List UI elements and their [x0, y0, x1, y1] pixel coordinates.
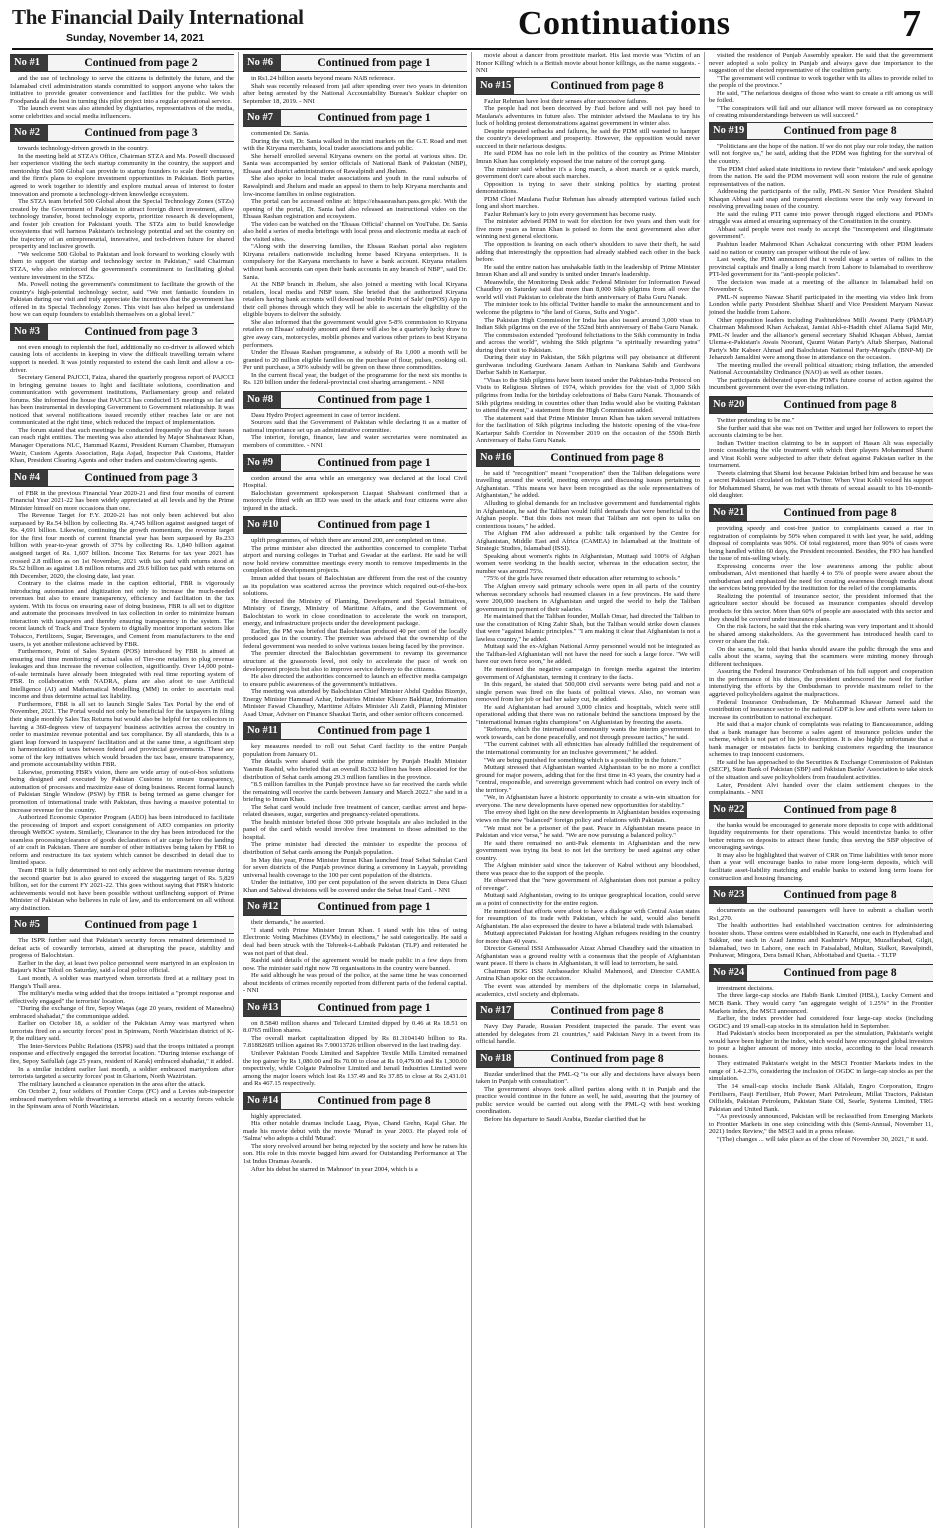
continued-from-label: Continued from page 1 — [281, 517, 467, 533]
continuation-article — [243, 516, 467, 718]
paragraph: Sources said that the Government of Pakistan while declaring it as a matter of national importance set up an administrative committee. — [243, 419, 467, 434]
paragraph: Abbasi said people were not ready to accept the "incompetent and illegitimate government". — [709, 225, 933, 241]
paragraph: PML-N supremo Nawaz Sharif participated in the meeting via video link from London while party President Shehbaz Sharif and Vice President Maryam Nawaz joined the huddle from Lahore. — [709, 293, 933, 316]
continuation-article — [243, 898, 467, 994]
paragraph: Muttaqi stressed that Afghanistan wanted Afghanistan to be no more a conflict ground for major powers, adding that for the first time in 43 years, the country had a "central, responsible, and sovereign government which had control on every inch of the territory." — [476, 764, 700, 794]
carried-over-text — [709, 52, 933, 120]
paragraph: It may also be highlighted that waiver of CRR on Time liabilities with tenor more than a year will encourage banks to raise more long-term deposits, which will facilitate asset-liability matching and enable banks to extend long term loans for construction and housing financing. — [709, 851, 933, 882]
paragraph: He mentioned that efforts were afoot to have a dialogue with Central Asian states for resumption of its trade with Pakistan, which he said, would also benefit Afghanistan. He also expressed the desire to have a bilateral trade with Islamabad. — [476, 907, 700, 930]
article-number: No #13 — [243, 1000, 281, 1016]
article-header — [10, 124, 234, 142]
continued-from-label: Continued from page 8 — [747, 887, 933, 903]
article-number: No #15 — [476, 78, 514, 94]
paragraph: Imran added that issues of Balochistan are different from the rest of the country as its population was scattered across the province which required out-of-the-box solutions. — [243, 574, 467, 598]
paragraph: Other opposition leaders including Pashtunkhwa Milli Awami Party (PkMAP) Chairman Mahmood Khan Achakzai, Jamiat Ahl-e-Hadith chief Allama Sajid Mir, PML-N leader and the alliance's general secretary Shahid Khaqan Abbasi, Jamiat Ulema-e-Pakistan's Awais Noorani, Qaumi Watan Party's Aftab Sherpao, National Party's Mir Kabeer Ahmad and Balochistan National Party-Mengal's (BNP-M) Dr Jehanzeb Jamaldini were among those in attendance on the occasion. — [709, 316, 933, 362]
continued-from-label: Continued from page 3 — [48, 324, 234, 340]
article-number: No #16 — [476, 450, 514, 466]
paragraph: Director General ISSI Ambassador Aizaz Ahmad Chaudhry said the situation in Afghanistan was a ground reality with a consensus that the people of Afghanistan want peace. If there is chaos in Afghanistan, it will lead to terrorism, he said. — [476, 945, 700, 968]
continuation-article — [709, 886, 933, 960]
continuation-article — [709, 801, 933, 882]
article-header — [243, 54, 467, 72]
paragraph: Buzdar underlined that the PML-Q "is our ally and decisions have always been taken in Punjab with consultation". — [476, 1070, 700, 1086]
article-header — [10, 54, 234, 72]
paragraph: The statement said that Prime Minister Imran Khan has taken several initiatives for the facilitation of Sikh pilgrims including the historic opening of the visa-free Kartarpur Sahib Corridor in November 2019 on the occasion of the 550th Birth Anniversary of Baba Guru Nanak. — [476, 414, 700, 445]
continuation-article — [243, 1092, 467, 1173]
masthead — [6, 4, 939, 50]
article-header — [243, 391, 467, 409]
paragraph: The prime minister had directed the minister to expedite the process of distribution of Sehat cards among the Punjab population. — [243, 841, 467, 857]
paragraph: The STZA team briefed 500 Global about the Special Technology Zones (STZs) created by the Government of Pakistan to attract foreign direct investment, allow technology transfer, boost technology exports, prioritize research & development, and foster job creation for Pakistani youth. The STZs aim to build knowledge ecosystems that will harness Pakistan's technology potential and set the country on the trajectory of an entrepreneurial, innovative, and tech-driven future for shared prosperity and inclusive growth. — [10, 198, 234, 251]
paragraph: commented Dr. Sania. — [251, 130, 310, 138]
article-header — [476, 1002, 700, 1020]
paragraph: Had Pakistan's stocks been incorporated as per the simulation, Pakistan's weight would have been higher in the index, which would have encouraged global investors to pour a higher amount of money into stocks, according to the local research houses. — [709, 1030, 933, 1060]
continued-from-label: Continued from page 1 — [281, 723, 467, 739]
paragraph: She also spoke to local trader associations and youth in the rural suburbs of Rawalpindi and Jhelum and made an appeal to them to help Kiryana merchants and low-income families in online registration. — [243, 175, 467, 198]
continuation-article — [10, 469, 234, 913]
article-header — [10, 469, 234, 487]
article-header — [10, 916, 234, 934]
paragraph: Secretary General PAJCCI, Faiza, shared the quarterly progress report of PAJCCI in bringing genuine issues to light and facilitate solutions, coordination and communication with government institutions, Parliamentary group and related forums. She informed the house that PAJCCI has conducted 15 meetings so far and has been instrumental in developing Government to Government relationship. It was noticed that several notifications issued recently either reaches late or are not communicated at the right time, which reduced the impact of implementation. — [10, 374, 234, 427]
paragraph: Dasu Hydro Project agreement in case of terror incident. — [251, 411, 401, 419]
paragraph: He said the entire nation has unshakable faith in the leadership of Prime Minister Imran Khan and all and sundry is united under Imran's leadership. — [476, 263, 700, 279]
article-number: No #24 — [709, 965, 747, 981]
paragraph: The prime minister also directed the authorities concerned to complete Turbat airport and nursing colleges in Turbat and Gwadar at the earliest. He said he will now hold review committee meetings every month to remove impediments in the completion of development projects. — [243, 544, 467, 575]
paragraph: "We, in Afghanistan have a historic opportunity to create a win-win situation for everyone. The new developments have opened new opportunities for stability." — [476, 794, 700, 809]
paragraph: The health authorities had established vaccination centres for administering booster shots. These centres were established in Karachi, one each in Hyderabad and Sukkur, one each in Azad Jammu and Kashmir's Mirpur, Muzaffarabad, Gilgit, Islamabad, two in Lahore, one each in Faisalabad, Multan, Sialkot, Rawalpindi, Peshawar, Mingora, Dera Ismail Khan, Abbottabad and Quetta. - TLTP — [709, 922, 933, 960]
paragraph: Fazlur Rehman's key to join every government has become rusty. — [484, 210, 657, 218]
paragraph: Team FBR is fully determined to not only achieve the maximum revenue during the second quarter but is also geared to exceed the staggering target of Rs. 5,829 billion, set for the current FY 2021-22. This goes without saying that FBR's historic achievements would not have been possible without unflinching support of Prime Minister of Pakistan who believes in rule of law, and its enforcement on all without any distinction. — [10, 866, 234, 912]
paragraph: On October 2, four soldiers of Frontier Corps (FC) and a Levies sub-inspector embraced martyrdom while thwarting a terrorist attack on a security forces vehicle in the Spinwam area of North Waziristan. — [10, 1088, 234, 1111]
paragraph: The Revenue Target for F.Y. 2020-21 has not only been achieved but also surpassed by Rs.54 billion by collecting Rs. 4,745 billion against assigned target of Rs. 4,691 billion. Likewise, continuing the growth momentum, the revenue target for the first four month of current financial year has been surpassed by Rs.233 billion with year-to-year growth of 37% by collecting Rs. 1,840 billion against assigned target of Rs. 1,607 billion. Income Tax Returns for tax year 2021 has crossed 2.8 million as on 1st November, 2021 with tax paid with returns stood at Rs.52 billion as against 1.8 million returns and 29.6 billion tax paid with returns on 8th December, 2020, the closing date, last year. — [10, 512, 234, 580]
paragraph: During their stay in Pakistan, the Sikh pilgrims will pay obeisance at different gurdwaras including Gurdwara Janam Asthan in Nankana Sahib and Gurdwara Darbar Sahib in Kartarpur. — [476, 354, 700, 377]
paragraph: The military's media wing added that the troops initiated a "prompt response and effectively engaged" the terrorists' location. — [10, 990, 234, 1005]
paragraph: The military launched a clearance operation in the area after the attack. — [18, 1080, 206, 1088]
column-4 — [705, 52, 937, 1528]
paragraph: He directed the Ministry of Planning, Development and Special Initiatives, Ministry of Energy, Ministry of Maritime Affairs, and the Government of Balochistan to work in close coordination to accelerate the work on transport, energy, and infrastructure projects under the development package. — [243, 597, 467, 628]
paragraph: The Sehat card would include free treatment of cancer, cardiac arrest and hepa-related diseases, sugar, surgeries and pregnancy-related operations. — [243, 803, 467, 819]
paragraph: The interior, foreign, finance, law and water secretaries were nominated as members of committee. - NNI — [243, 434, 467, 449]
paragraph: The people had not been deceived by Fazl before and will not pay heed to Maulana's adventures in future also. The minister advised the Maulana to try his luck of holding protest demonstrations against government in winter also. — [476, 105, 700, 128]
paragraph: The launch event was also attended by dignitaries, representatives of the media, some celebrities and social media influencers. — [10, 105, 234, 120]
paragraph: and the use of technology to serve the citizens is definitely the future, and the Islamabad civil administration stands committed to support anyone who takes the initiative to provide greater convenience and facilities for the public. We wish Foodpanda all the best in turning this pilot project into a regular operational service. — [10, 75, 234, 105]
continuation-article — [10, 54, 234, 120]
paragraph: They estimated Pakistan's weight in the MSCI Frontier Markets index in the range of 1.4-2.3%, considering the inclusion of OGDC in large-cap stocks as per the simulation. — [709, 1060, 933, 1083]
continued-from-label: Continued from page 1 — [281, 110, 467, 126]
paragraph: "As previously announced, Pakistan will be reclassified from Emerging Markets to Frontier Markets in one step coinciding with this (Semi-Annual, November 11, 2021) Index Review," the MSCI said in a press release. — [709, 1113, 933, 1136]
paragraph: "The current cabinet with all ethnicities has already fulfilled the requirement of the international community for an inclusive government," he added. — [476, 741, 700, 757]
paragraph: movie about a dancer from prostitute market. His last movie was 'Victim of an Honor Killing' which is a British movie about honor killings, as the name suggests. - NNI — [476, 52, 700, 75]
paragraph: After his debut he starred in 'Mahnoor' in year 2004, which is a — [251, 1165, 418, 1173]
article-number: No #12 — [243, 899, 281, 915]
paragraph: "Politicians are the hope of the nation. If we do not play our role today, the nation will not forgive us," he said, adding that the PDM was fighting for the survival of the country. — [709, 142, 933, 166]
paragraph: on 8.5840 million shares and Telecard Limited dipped by 0.46 at Rs 18.51 on 8.0765 million shares. — [243, 1019, 467, 1035]
paragraph: The 14 small-cap stocks include Bank Alfalah, Engro Corporation, Engro Fertilisers, Fauji Fertiliser, Hub Power, Mari Petroleum, Millat Tractors, Pakistan Oilfields, Pakistan Petroleum, Pakistan State Oil, Searle, Systems Limited, TRG Pakistan and United Bank. — [709, 1082, 933, 1113]
paragraph: Twitter pretending to be me." — [717, 416, 795, 424]
continuation-article — [243, 109, 467, 387]
article-number: No #19 — [709, 123, 747, 139]
article-number: No #21 — [709, 505, 747, 521]
continuation-article — [476, 449, 700, 998]
article-number: No #1 — [10, 55, 48, 71]
continuation-article — [476, 77, 700, 445]
article-header — [243, 722, 467, 740]
page-number: 7 — [902, 3, 921, 45]
paragraph: The video can be watched on the 'Ehsaas Official' channel on YouTube. Dr. Sania also held a series of media briefings with local press and electronic media at each of the visited sites. — [243, 220, 467, 243]
article-header — [243, 999, 467, 1017]
article-header — [243, 109, 467, 127]
article-number: No #10 — [243, 517, 281, 533]
continuation-article — [10, 124, 234, 319]
paragraph: The government always took allied parties along with it in Punjab and the practice would continue in the future as well, he said, assuring that the journey of public service would be carried out along with the PML-Q with best working coordination. — [476, 1085, 700, 1116]
continued-from-label: Continued from page 3 — [48, 470, 234, 486]
paragraph: The ISPR further said that Pakistan's security forces remained determined to defeat acts of cowardly terrorists, aimed at disrupting the peace, stability and progress of Balochistan. — [10, 937, 234, 960]
continued-from-label: Continued from page 1 — [281, 899, 467, 915]
paragraph: The decision was made at a meeting of the alliance in Islamabad held on November 6. — [709, 278, 933, 294]
article-number: No #23 — [709, 887, 747, 903]
article-header — [709, 396, 933, 414]
article-number: No #18 — [476, 1051, 514, 1067]
paragraph: He said he has approached to the Securities & Exchange Commission of Pakistan (SECP), State Bank of Pakistan (SBP) and Pakistan Banks' Association to take stock of the situation and save policyholders from fraudulent activities. — [709, 758, 933, 782]
paragraph: The participants deliberated upon the PDM's future course of action against the incumbent government over the ever-rising inflation. — [709, 376, 933, 392]
paragraph: Pashtun leader Mahmood Khan Achakzai concurring with other PDM leaders said no nation or country can prosper without the rule of law. — [709, 241, 933, 256]
paragraph: Despite repeated setbacks and failures, he said the PDM still wanted to hamper the country's development and prosperity. However, the opposition would never succeed in their nefarious designs. — [476, 127, 700, 150]
article-number: No #6 — [243, 55, 281, 71]
paragraph: "We must not be a prisoner of the past. Peace in Afghanistan means peace in Pakistan and vice versa," he said. "We are now pursuing a balanced policy." — [476, 824, 700, 840]
paragraph: Ms. Powell noting the government's commitment to facilitate the growth of the country's high-potential technology sector, said "We met fantastic founders in Pakistan during our visit and truly appreciate the incentives that the government has offered in its Special Technology Zones. This visit has also helped us understand how we can equip founders to establish themselves on a global level." — [10, 281, 234, 319]
paragraph: Alluding to global demands for an inclusive government and fundamental rights in Afghanistan, he said the Taliban would fulfil demands that were beneficial to the Afghan people. "But this does not mean that Taliban are not open to talks on contentious issues," he added. — [476, 499, 700, 530]
continued-from-label: Continued from page 8 — [514, 450, 700, 466]
paragraph: "I stand with Prime Minister Imran Khan. I stand with his idea of using Electronic Voting Machines (EVMs) in elections," he said categorically. He said a deal had been struck with the Tehreek-i-Labbaik Pakistan (TLP) and reiterated he was not part of that deal. — [243, 926, 467, 957]
paragraph: The Afghan envoy said primary schools were open in all parts of the country whereas secondary schools had resumed classes in a few provinces. He said there were 200,000 teachers in Afghanistan and urged the world to help the Taliban government in payment of their salaries. — [476, 583, 700, 613]
article-number: No #3 — [10, 324, 48, 340]
article-number: No #22 — [709, 802, 747, 818]
paragraph: Before his departure to Saudi Arabia, Buzdar clarified that he — [484, 1116, 646, 1123]
article-header — [243, 898, 467, 916]
paragraph: The minister said whether it's a long march, a short march or a quick march, government don't care about such marches. — [476, 165, 700, 181]
paragraph: The PDM chief asked state intuitions to review their "mistakes" and seek apology from the nation. He said the PDM movement will soon restore the rule of genuine representatives of the nation. — [709, 165, 933, 188]
paragraph: The premier directed the Balochistan government to revamp its governance structure at the grassroots level, not only to accelerate the pace of work on development projects but also to improve service delivery to the citizens. — [243, 650, 467, 673]
paragraph: "We welcome 500 Global to Pakistan and look forward to working closely with them to support the startup and technology sector in Pakistan," said Chairman STZA, who also reinforced the government's commitment to facilitating global venture investment in the STZs. — [10, 250, 234, 281]
paragraph: "Reforms, which the international community wants the interim government to work towards, can be done peacefully, and not through pressure tactics," he said. — [476, 726, 700, 741]
paragraph: The Afghan minister said since the takeover of Kabul without any bloodshed, there was peace due to the support of the people. — [476, 862, 700, 877]
paragraph: Furthermore, FBR is all set to launch Single Sales Tax Portal by the end of November, 2021. The Portal would not only be beneficial for the taxpayers in filing their single monthly Sales Tax Returns but would also be helpful for tax collectors in having a 360-degrees view of taxpayers' business activities across the country in order to maximize revenue potential and tax compliance. By all standards, this is a giant leap forward in taxpayers' facilitation and at the same time, a significant step in harmonization of taxes between federal and provincial governments. These are some of the key initiatives which would broaden the tax base, ensure transparency, and promote accountability within FBR. — [10, 700, 234, 769]
continued-from-label: Continued from page 1 — [281, 455, 467, 471]
paragraph: Rashid said details of the agreement would be made public in a few days from now. The minister said right now 78 organisations in the country were banned. — [243, 957, 467, 972]
continuation-article — [709, 122, 933, 392]
continuation-article — [10, 323, 234, 465]
article-number: No #9 — [243, 455, 281, 471]
paragraph: the banks would be encouraged to generate more deposits to cope with additional liquidity requirements for their operations. This would incentivize banks to offer better returns on deposits to attract these funds; thus serving the SBP objective of encouraging savings. — [709, 821, 933, 852]
article-header — [709, 886, 933, 904]
paragraph: She herself enrolled several Kiryana owners on the portal at various sites. Dr. Sania was accompanied by senior officials of National Bank of Pakistan (NBP), Ehsaas and district administrations of Rawalpindi and Jhelum. — [243, 152, 467, 175]
paragraph: Earlier in the day, at least two police personnel were martyred in an explosion in Bajaur's Khar Tehsil on Saturday, said a local police official. — [10, 959, 234, 975]
paragraph: Contrary to the claims made in the caption editorial, FBR is vigorously introducing automation and digitization not only to increase the much-needed revenues but also to ensure transparency, efficiency and facilitation in the tax system. With its focus on ensuring ease of doing business, FBR is all set to digitize and automate the processes involved in tax collection in order to minimize human interaction with taxpayers and thereby ensuring transparency in the system. The recent launch of Track and Trace System to digitally monitor important sectors like Tobacco, Fertilizers, Sugar, Beverages, and Cement from manufacturers to the end users, is yet another milestone achieved by FBR. — [10, 580, 234, 648]
carried-over-text — [476, 52, 700, 75]
continued-from-label: Continued from page 8 — [514, 1003, 700, 1019]
continuation-article — [10, 916, 234, 1111]
article-header — [709, 964, 933, 982]
paragraph: Unilever Pakistan Foods Limited and Sapphire Textile Mills Limited remained the top gainer by Rs 1,080.00 and Rs 70.00 to close at Rs 10,479.00 and Rs 1,300.00 respectively, while Colgate Palmolive Limited and Ismail Industries Limited were among the major losers which lost Rs 137.49 and Rs 37.85 to close at Rs 2,431.01 and Rs 467.15 respectively. — [243, 1049, 467, 1088]
paragraph: The portal can be accessed online at: https://ehsaasrashan.pass.gov.pk/. With the opening of the portal, Dr. Sania had also released an instructional video on the Ehsaas Rashan registration and ecosystem. — [243, 198, 467, 221]
article-header — [476, 1050, 700, 1068]
paragraph: "During the exchange of fire, Sepoy Waqas (age 20 years, resident of Mansehra) embraced shahadat," the communique added. — [10, 1005, 234, 1020]
paragraph: On the scams, he told that banks should aware the public through the sms and calls about the scams, saying that the scammers were minting money through different techniques. — [709, 645, 933, 668]
continued-from-label: Continued from page 3 — [48, 125, 234, 141]
paragraph: The commission extended "profound felicitations to the Sikh community in India and across the world", wishing the Sikh pilgrims "a spiritually rewarding yatra" during their visit to Pakistan. — [476, 331, 700, 354]
paragraph: of FBR in the previous Financial Year 2020-21 and first four months of current Financial Year 2021-22 has been widely appreciated at all levels and by the Prime Minister himself on more occasions than one. — [10, 489, 234, 512]
paragraph: Earlier on October 18, a soldier of the Pakistan Army was martyred when terrorists fired on a security forces' post in Spinwam, North Waziristan district of K-P, the military said. — [10, 1020, 234, 1043]
article-header — [243, 454, 467, 472]
paragraph: He said the ruling PTI came into power through rigged elections and PDM's struggle was aimed at ensuring supremacy of the Constitution in the country. — [709, 210, 933, 226]
paragraph: Earlier, the index provider had considered four large-cap stocks (including OGDC) and 19 small-cap stocks in its simulation held in September. — [709, 1015, 933, 1030]
paragraph: "75% of the girls have resumed their education after returning to schools." — [484, 575, 681, 583]
paragraph: investment decisions. — [717, 984, 774, 992]
continued-from-label: Continued from page 8 — [747, 802, 933, 818]
paragraph: Federal Insurance Ombudsman, Dr Muhammad Khawar Jameel said the contribution of insurance sector to the national GDP is low and efforts were taken to increase its contribution to national exchequer. — [709, 698, 933, 721]
paragraph: In May this year, Prime Minister Imran Khan launched Insaf Sehat Sahulat Card for seven districts of the Punjab province during a ceremony in Layyah, providing universal health coverage to the 100 per cent population of the districts. — [243, 856, 467, 879]
paragraph: The event was attended by members of the diplomatic corps in Islamabad, academics, civil society and diplomats. — [476, 982, 700, 998]
paragraph: Last month, A soldier was martyred when terrorists fired at a military post in Hangu's Thall area. — [10, 974, 234, 990]
continuation-article — [243, 999, 467, 1088]
paragraph: The minister advised PDM to wait for election for two years and then wait for five more years as Imran Khan is poised to form the next government also after winning next general elections. — [476, 218, 700, 241]
continuation-article — [243, 391, 467, 450]
paragraph: key measures needed to roll out Sehat Card facility to the entire Punjab population from January 01. — [243, 743, 467, 758]
paragraph: His other notable dramas include Laag, Piyas, Chand Grehn, Kajal Ghar. He made his movie debut with the movie 'Murad' in year 2003. He played role of 'Salma' who adopts a child 'Murad'. — [243, 1120, 467, 1143]
paragraph: Furthermore, Point of Sales System (POS) introduced by FBR is aimed at ensuring real time monitoring of actual sales of Tier-one retailers to plug revenue leakages and thus increase the revenue collection, significantly. Over 14,000 point-of-sale terminals have already been integrated with real time reporting system of FBR. In collaboration with NADRA, plans are also afoot to use Artificial Intelligence (AI) and Mathematical Modelling (MM) in order to ascertain real income and thus determine actual tax liability. — [10, 648, 234, 701]
paragraph: In a similar incident earlier last month, a soldier embraced martyrdom after terrorists targeted a security forces' post in Ghariom, North Waziristan. — [10, 1065, 234, 1081]
paragraph: Authorized Economic Operator Program (AEO) has been introduced to facilitate the processing of import and export consignment of AEO companies on priority through WeBOC system. Similarly, Clearance in the dry has been introduced for the seamless processing/clearance of goods declarations of air cargo before the landing of air craft in Pakistan. There are number of other initiatives being taken by FBR to reform and restructure its tax system which cannot be described in detail due to limited space. — [10, 814, 234, 867]
paragraph: Assuring the Federal Insurance Ombudsman of his full support and cooperation in the performance of his duties, the president underscored the need for further intensifying the efforts by the Ombudsman to provide maximum relief to the aggrieved policyholders against the malpractices. — [709, 668, 933, 699]
paragraph: "Along with the deserving families, the Ehsaas Rashan portal also registers Kiryana retailers nationwide including home based Kiryana enterprises. It is compulsory for the Karyana merchants to have a bank account. Kiryana retailers without bank accounts can open their bank accounts in any branch of NBP", said Dr. Sania. — [243, 243, 467, 281]
paragraph: Speaking about women's rights in Afghanistan, Muttaqi said 100% of Afghan women were working in the health sector, whereas in the education sector, the number was around 75%. — [476, 552, 700, 575]
paragraph: During the visit, Dr. Sania walked in the mini markets on the G.T. Road and met with the Kiryana merchants, local trader associations and public. — [243, 137, 467, 153]
paragraph: He maintained that the Taliban founder, Mullah Omar, had directed the Taliban to use the constitution of King Zahir Shah, but the Taliban would strike down clauses that were "against Islamic principles." "I am making it clear that Afghanistan is not a lawless country," he added. — [476, 613, 700, 643]
article-header — [243, 516, 467, 534]
paragraph: visited the residence of Punjab Assembly speaker. He said that the government never adopted a solo policy in Punjab and always gave due importance to the suggestion of the elected representative of the coalition party. — [709, 52, 933, 75]
paragraph: Realizing the potential of insurance sector, the president informed that the agriculture sector should be focused as insurance companies should develop products for this sector. More than 60% of people are associated with this sector and they should be covered under insurance plans. — [709, 592, 933, 623]
paragraph: Under the initiative, 100 per cent population of the seven districts in Dera Ghazi Khan and Sahiwal divisions will be covered under the Sehat Insaf Card. - NNI — [243, 879, 467, 894]
continuation-article — [243, 54, 467, 105]
paragraph: He said, "The nefarious designs of those who want to create a rift among us will be foiled. — [709, 89, 933, 105]
paragraph: Expressing concerns over the low awareness among the public about ombudsman, Alvi mentioned that hardly 4 to 5% of people were aware about the ombudsman and emphasized the need for creating awareness through media about the services being provided by the institution for the relief of the complainants. — [709, 562, 933, 593]
continued-from-label: Continued from page 8 — [747, 505, 933, 521]
article-header — [243, 1092, 467, 1110]
paragraph: Muttaqi said Afghanistan, owing to its unique geographical location, could serve as a point of connectivity for the entire region. — [476, 892, 700, 907]
paragraph: PDM Chief Maulana Fazlur Rehman has already attempted various failed such long and short marches. — [476, 195, 700, 211]
paragraph: He observed that the "new government of Afghanistan does not pursue a policy of revenge". — [476, 877, 700, 892]
article-number: No #11 — [243, 723, 281, 739]
paragraph: The Afghan FM also addressed a public talk organised by the Centre for Afghanistan, Middle East and Africa (CAMEA) in Islamabad at the Institute of Strategic Studies, Islamabad (ISSI). — [476, 530, 700, 553]
paragraph: She further said that she was not on Twitter and urged her followers to report the accounts claiming to be her. — [709, 424, 933, 440]
paragraph: "8.5 million families in the Punjab province have so far received the cards while the remaining will receive the cards between January and March 2022." she said in a briefing to Imran Khan. — [243, 781, 467, 804]
paragraph: Later, President Alvi handed over the claim settlement cheques to the complainants. - NNI — [709, 781, 933, 797]
continuation-article — [709, 396, 933, 500]
continued-from-label: Continued from page 1 — [281, 55, 467, 71]
paragraph: The Inter-Services Public Relations (ISPR) said that the troops initiated a prompt response and effectively engaged the terrorist location. "During intense exchange of fire, Sepoy Saifullah (age 25 years, resident of Karak) embraced shahadat," it added. — [10, 1042, 234, 1065]
continuation-article — [243, 722, 467, 894]
continued-from-label: Continued from page 8 — [281, 1093, 467, 1109]
paragraph: He said although he was proud of the police, at the same time he was concerned about incidents of crimes recently reported from different parts of the federal capital. - NNI — [243, 972, 467, 995]
paragraph: Fazlur Rehman have lost their senses after successive failures. — [484, 97, 649, 105]
paragraph: Last week, the PDM announced that it would stage a series of rallies in the provincial capitals and finally a long march from Lahore to Islamabad to overthrow PTI-led government for its "anti-people policies". — [709, 256, 933, 279]
article-number: No #7 — [243, 110, 281, 126]
continued-from-label: Continued from page 8 — [514, 78, 700, 94]
continued-from-label: Continued from page 8 — [747, 397, 933, 413]
paragraph: He mentioned the negative campaign in foreign media against the interim government of Afghanistan, terming it contrary to the facts. — [476, 666, 700, 681]
column-1 — [6, 52, 239, 1528]
paragraph: Under the Ehsaas Rashan programme, a subsidy of Rs 1,000 a month will be granted to 20 million eligible families on the purchase of flour, pulses, cooking oil. Per unit purchase, a 30% subsidy will be given on these three commodities. — [243, 349, 467, 372]
article-number: No #8 — [243, 392, 281, 408]
paragraph: Navy Day Parade, Russian President inspected the parade. The event was attended by delegates from 21 countries," said Pakistan Navy in a tweet from its official handle. — [476, 1023, 700, 1046]
paragraph: At the NBP branch in Jhelum, she also joined a meeting with local Kiryana retailers, local media and NBP team. She briefed that the authorized Kiryana retailers having bank accounts will download 'mobile Point of Sale' (mPOS) App in their cell phones through which they will be able to ascertain the eligibility of the eligible buyers to deliver the subsidy. — [243, 281, 467, 319]
continued-from-label: Continued from page 1 — [281, 392, 467, 408]
paragraph: The story revolved around her being rejected by the society and how he raises his son. His role in this movie bagged him award for Outstanding Performance at The 1st Indus Dramas Awards. — [243, 1142, 467, 1165]
paragraph: "(The) changes ... will take place as of the close of November 30, 2021," it said. — [717, 1135, 929, 1143]
paragraph: Indian Twitter traction claiming to be in support of Hasan Ali was especially ironic considering the vile treatment with which their players Mohammed Shami and Virat Kohli were subjected to after their defeat against Pakistan earlier in the tournament. — [709, 439, 933, 470]
paragraph: The health minister briefed those 300 private hospitals are also included in the panel of the card which would involve free treatment to those admitted to the hospital. — [243, 818, 467, 841]
paragraph: their demands," he asserted. — [251, 919, 325, 927]
paragraph: cordon around the area while an emergency was declared at the local Civil Hospital. — [243, 474, 467, 490]
article-number: No #17 — [476, 1003, 514, 1019]
column-3 — [472, 52, 705, 1528]
paragraph: Chairman BOG ISSI Ambassador Khalid Mahmood, and Director CAMEA Amina Khan spoke on the occasion. — [476, 967, 700, 983]
paragraph: documents as the outbound passengers will have to submit a challan worth Rs1,270. — [709, 907, 933, 922]
paragraph: He said there remained no anti-Pak elements in Afghanistan and the new government was trying its best to not let the territory be used against any other country. — [476, 839, 700, 862]
paragraph: In this regard, he stated that 500,000 civil servants were being paid and not a single person was fired on the basis of political views. Also, no woman was removed from her job or had her salary cut, he added. — [476, 681, 700, 704]
paragraph: in Rs1.24 billion assets beyond means NAB reference. — [251, 75, 396, 82]
article-header — [10, 323, 234, 341]
article-header — [709, 122, 933, 140]
paragraph: She also informed that the government would give 5-8% commission to Kiryana retailers on Ehsaas' subsidy amount and there will also be a quarterly lucky draw to give away cars, motorcycles, mobile phones and various other prizes to best Kiryana performers. — [243, 318, 467, 349]
paragraph: "We are being punished for something which is a possibility in the future." — [484, 756, 681, 764]
article-number: No #14 — [243, 1093, 281, 1109]
article-number: No #20 — [709, 397, 747, 413]
paragraph: Earlier, the PM was briefed that Balochistan produced 40 per cent of the locally produced gas in the country. The premier was advised that the ownership of the federal government was needed to solve various issues being faced by the province. — [243, 627, 467, 650]
continued-from-label: Continued from page 2 — [48, 55, 234, 71]
paragraph: He also directed the authorities concerned to launch an effective media campaign to ensure public awareness of the government's initiatives. — [243, 673, 467, 688]
paragraph: He said PDM has no role left in the politics of the country as Prime Minister Imran Khan has completely exposed the true nature of the corrupt gang. — [476, 150, 700, 166]
continuation-article — [476, 1050, 700, 1124]
paragraph: The overall market capitalization dipped by Rs 81.3104140 billion to Rs. 7.81882685 trillion against Rs 7.90013726 trillion observed in the last trading day. — [243, 1034, 467, 1050]
continued-from-label: Continued from page 1 — [281, 1000, 467, 1016]
paragraph: "The government will continue to work together with its allies to provide relief to the people of the province." — [709, 74, 933, 90]
paragraph: The details were shared with the prime minister by Punjab Health Minister Yasmin Rashid, who briefed that an overall Rs332 billion has been allocated for the distribution of Sehat cards among 29.3 million families in the province. — [243, 758, 467, 781]
article-header — [709, 504, 933, 522]
paragraph: Likewise, promoting FBR's vision, there are wide array of out-of-box solutions being designed and executed by Pakistan Customs to ensure transparency, automation of processes and maximize ease of doing business. Recent formal launch of Pakistan Single Window (PSW) by FBR is being termed as game changer for promotion of international trade with Pakistan, thus having a massive potential to increase revenue for the country. — [10, 768, 234, 814]
paragraph: The meeting was attended by Balochistan Chief Minister Abdul Quddus Bizenjo, Energy Minister Hammad Azhar, Industries Minister Khusro Bakhtiar, Information Minister Fawad Chaudhry, Maritime Affairs Minister Ali Zaidi, Planning Minister Asad Umar, Adviser on Finance Shaukat Tarin, and other senior officers concerned. — [243, 688, 467, 718]
continued-from-label: Continued from page 8 — [747, 965, 933, 981]
newspaper-title: The Financial Daily International — [12, 5, 304, 29]
paragraph: In the current fiscal year, the budget of the programme for the next six months is Rs. 120 billion under the federal-provincial cost sharing arrangement. - NNI — [243, 371, 467, 387]
paragraph: Shah was recently released from jail after spending over two years in detention after being arrested by the National Accountability Bureau's Sukkur chapter on September 18, 2019. - NNI — [243, 82, 467, 105]
paragraph: providing speedy and cost-free justice to complainants caused a rise in registration of complaints by 50% when compared it with last year, he said, adding disposal of complaints was 90%. Of total registered, more than 90% of cases were being handled within 60 days, the President recounted. Besides, the FIO has handled the issue of mis-selling wisely. — [709, 524, 933, 563]
paragraph: uplift programmes, of which there are around 200, are completed on time. — [251, 537, 447, 545]
continuation-article — [709, 504, 933, 797]
issue-date: Sunday, November 14, 2021 — [66, 32, 205, 44]
paragraph: The three large-cap stocks are Habib Bank Limited (HBL), Lucky Cement and MCB Bank. They would carry "an aggregate weight of 1.25%" in the Frontier Markets index, the MSCI announced. — [709, 992, 933, 1015]
paragraph: On the risk factors, he said that the risk sharing was very important and it should be shared among stakeholders. As the government has introduced health card to cover or share the risk. — [709, 623, 933, 646]
article-number: No #4 — [10, 470, 48, 486]
paragraph: "The conspirators will fail and our alliance will move forward as no conspiracy of creating misunderstandings between us will succeed." — [709, 104, 933, 120]
paragraph: Opposition is trying to save their sinking politics by starting protest demonstrations. — [476, 180, 700, 196]
paragraph: he said if "recognition" meant "cooperation" then the Taliban delegations were travelling around the world, meeting envoys and discussing issues pertaining to Afghanistan. "This means we have been recognised as the sole representatives of Afghanistan," he added. — [476, 469, 700, 500]
paragraph: The meeting mulled the overall political situation; rising inflation, the amended National Accountability Ordinance (NAO) as well as other issues. — [709, 361, 933, 377]
paragraph: Meanwhile, the Monitoring Desk adds: Federal Minister for Information Fawad Chaudhry on Saturday said that more than 8,000 Sikh pilgrims from all over the world will visit Pakistan to celebrate the birth anniversary of Baba Guru Nanak. — [476, 278, 700, 301]
columns-container — [6, 52, 939, 1528]
continuation-article — [709, 964, 933, 1143]
paragraph: He said that a major chunk of complaints was relating to Bancassurance, adding that a bank manager has become a sales agent of insurance policies under the scheme, which is not part of his job description. It is also highly unfortunate that a bank manager or misstates facts to banking customers regarding the insurance schemes to trap innocent customers. — [709, 721, 933, 759]
paragraph: Tweets claiming that Shami lost because Pakistan bribed him and because he was a secret Pakistani circulated on Indian Twitter. When Virat Kohli voiced his support for Mohammed Shami, he was met with threats of sexual assault to his 10-month-old daughter. — [709, 469, 933, 500]
paragraph: The envoy shed light on the new developments in Afghanistan besides expressing views on the new "balanced" foreign policy and relations with Pakistan. — [476, 809, 700, 824]
masthead-rule — [12, 48, 933, 50]
article-number: No #2 — [10, 125, 48, 141]
continued-from-label: Continued from page 8 — [514, 1051, 700, 1067]
paragraph: Balochistan government spokesperson Liaquat Shahwani confirmed that a motorcycle fitted with an IED was used in the attack and four citizens were also injured in the attack. — [243, 489, 467, 512]
continuation-article — [476, 1002, 700, 1046]
column-2 — [239, 52, 472, 1528]
paragraph: towards technology-driven growth in the country. — [18, 145, 149, 153]
paragraph: He said Afghanistan had around 3,000 clinics and hospitals, which were still operational adding that there was no rationale behind the sanctions imposed by the "international human rights champions" on Afghanistan by freezing the assets. — [476, 703, 700, 726]
section-title: Continuations — [518, 5, 731, 42]
paragraph: Muttaqi appreciated Pakistan for hosting Afghan refugees residing in the country for more than 40 years. — [476, 930, 700, 945]
article-header — [476, 77, 700, 95]
continued-from-label: Continued from page 1 — [48, 917, 234, 933]
article-header — [709, 801, 933, 819]
paragraph: Addressing the participants of the rally, PML-N Senior Vice President Shahid Khaqan Abbasi said snap and transparent elections were the only way forward in resolving prevailing issues of the country. — [709, 188, 933, 211]
paragraph: Muttaqi said the ex-Afghan National Army personnel would not be integrated as the Taliban-led Afghanistan will not have the need for such a large force. "We will have our own force soon," he added. — [476, 643, 700, 666]
continued-from-label: Continued from page 8 — [747, 123, 933, 139]
paragraph: not even enough to replenish the fuel, additionally no co-driver is allowed which causing lots of accidents in keeping in view the difficult travelling terrain where support is needed. It was jointly requested to extend the cash limit and allow a co-driver. — [10, 343, 234, 374]
paragraph: The Pakistan High Commission for India has also issued around 3,000 visas to Indian Sikh pilgrims on the eve of the 552nd birth anniversary of Baba Guru Nanak. — [476, 316, 700, 332]
paragraph: The opposition is leaning on each other's shoulders to save their theft, he said adding that interestingly the opposition had already stabbed each other in the back before. — [476, 241, 700, 264]
continuation-article — [243, 454, 467, 513]
article-header — [476, 449, 700, 467]
paragraph: highly appreciated. — [251, 1112, 302, 1120]
paragraph: The forum stated that such meetings be conducted frequently so that their issues can reach right entities. The meeting was also attended by Major Shahnawaz Khan, Manager Operations NLC, Hammad Kazmi, President Kurram Chamber, Humayun Wazir, Custom Agents Association, Raja Asjad, Inspector Pak Customs, Haider Khan, President Clearing Agents and other traders and custom/clearing agents. — [10, 426, 234, 465]
paragraph: In the meeting held at STZA's Office, Chairman STZA and Ms. Powell discussed her experience visiting the tech startup community in the country, the support and mentorship that 500 Global can provide to startup founders to scale their ventures, and the firm's plans to explore investment opportunities in Pakistan. Both parties agreed to work together to identify and explore mutual areas of interest to foster innovation and promote a technology-driven knowledge ecosystem. — [10, 152, 234, 198]
paragraph: "Visas to the Sikh pilgrims have been issued under the Pakistan-India Protocol on Visits to Religious Shrines of 1974, which provides for the visit of 3,000 Sikh pilgrims from India for the birthday celebrations of Baba Guru Nanak. Thousands of Sikh pilgrims residing in countries other than India would also be visiting Pakistan to attend the event," a statement from the High Commission added. — [476, 376, 700, 415]
article-number: No #5 — [10, 917, 48, 933]
paragraph: The minister took to his official Twitter handle to make the announcement and to welcome the pilgrims to "the land of Gurus, Sufis and Yogis". — [476, 301, 700, 316]
